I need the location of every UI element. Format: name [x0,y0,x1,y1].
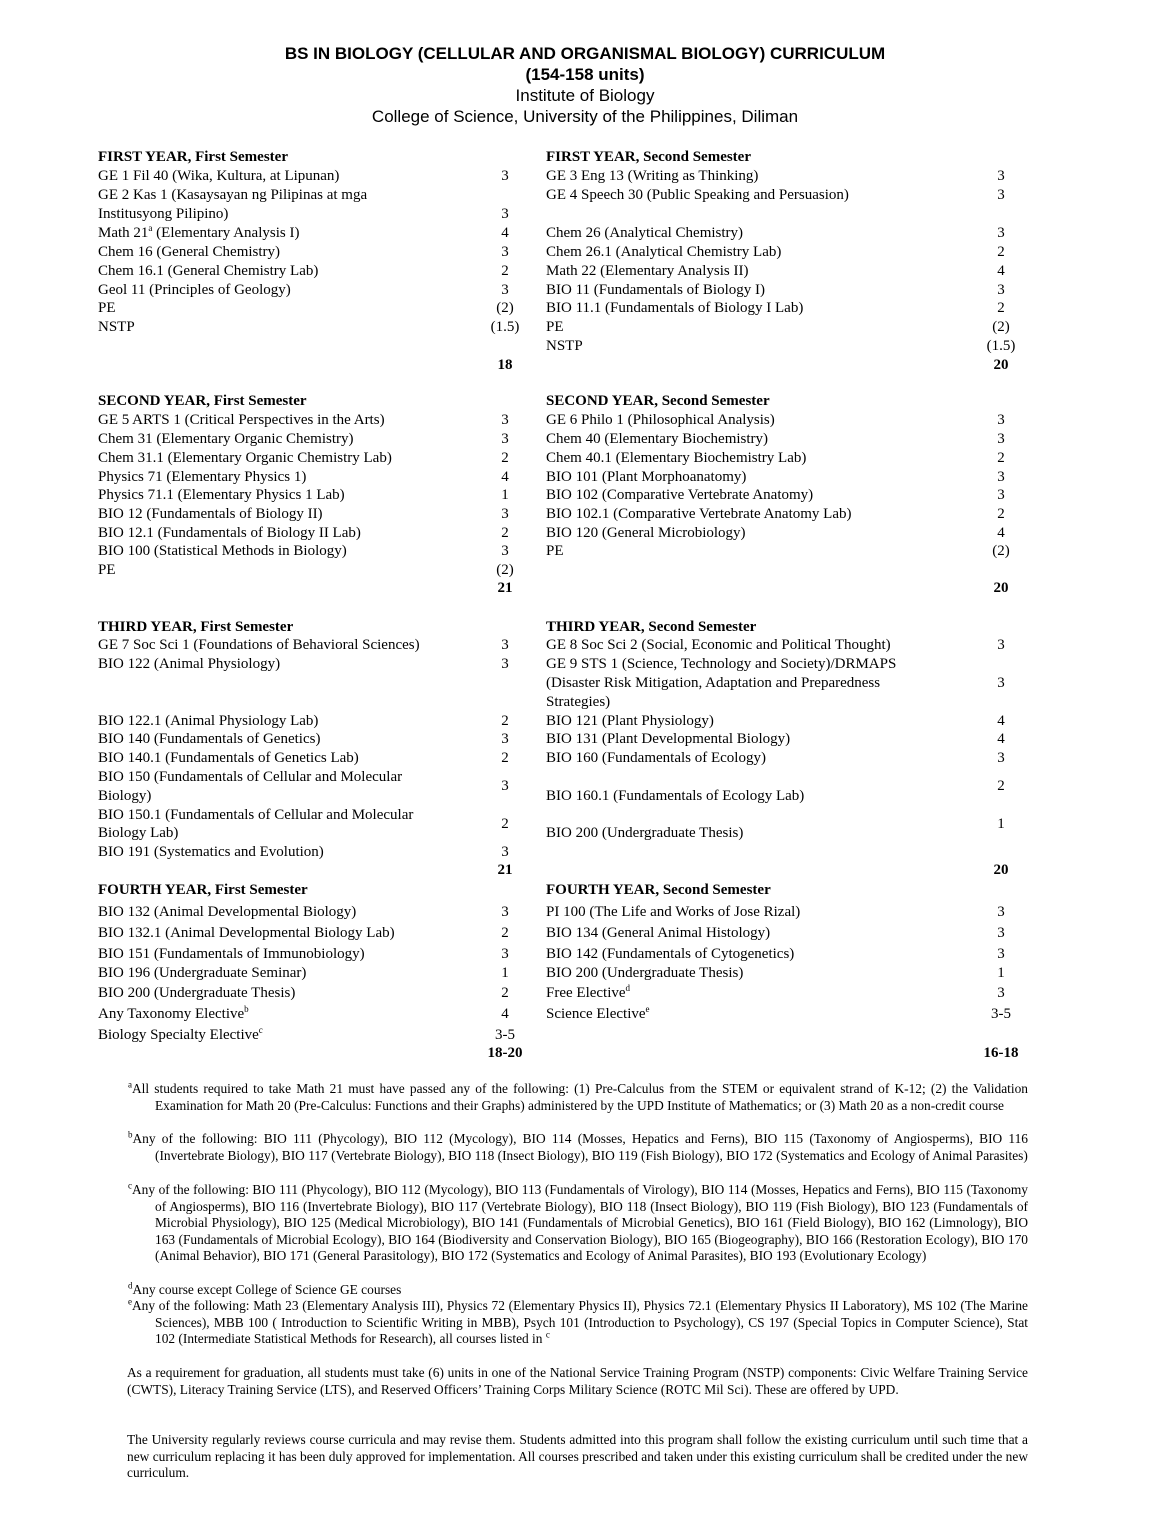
course-row [98,205,228,223]
course-row [98,636,420,654]
course-units: 1 [501,965,509,981]
course-name: GE 4 Speech 30 (Public Speaking and Persuasion) [546,187,849,203]
course-units: 3 [501,656,509,672]
semester-title: FOURTH YEAR, First Semester [98,882,308,898]
course-units: 3 [997,675,1005,691]
course-units: 4 [997,525,1005,541]
course-name: GE 1 Fil 40 (Wika, Kultura, at Lipunan) [98,168,340,184]
course-name: GE 3 Eng 13 (Writing as Thinking) [546,168,759,184]
course-name: GE 9 STS 1 (Science, Technology and Society)/DRMAPS [546,656,897,672]
course-row [98,1005,249,1023]
course-row [98,824,178,842]
semester-total: 18 [497,357,513,373]
course-row [546,903,800,921]
course-units: 3 [997,412,1005,428]
course-name: Chem 31 (Elementary Organic Chemistry) [98,431,354,447]
semester-total: 21 [497,580,513,596]
course-units: 3 [997,637,1005,653]
course-row [546,964,743,982]
semester-total: 20 [993,862,1009,878]
course-row [546,542,564,560]
course-row [98,712,318,730]
course-name: BIO 122.1 (Animal Physiology Lab) [98,713,319,729]
course-name: Institusyong Pilipino) [98,206,229,222]
course-row [546,468,746,486]
course-name: BIO 200 (Undergraduate Thesis) [546,965,744,981]
course-name: Biology) [98,788,152,804]
course-row [98,299,116,317]
course-row [98,468,306,486]
course-row [98,505,323,523]
course-name: GE 8 Soc Sci 2 (Social, Economic and Political Thought) [546,637,891,653]
semester-title: FIRST YEAR, Second Semester [546,149,751,165]
course-units: 3 [501,904,509,920]
curriculum-review-paragraph: The University regularly reviews course curricula and may revise them. Students admitted into this program shall follow the existing curriculum until such time that a new curriculum replacing it has been duly approved for implementation. All courses prescribed and taken under this existing curriculum shall be credited under the new curriculum. [127,1432,1028,1481]
footnote-marker: e [128,1296,132,1307]
course-units: 2 [997,778,1005,794]
course-name: NSTP [546,338,583,354]
course-name: GE 2 Kas 1 (Kasaysayan ng Pilipinas at mga [98,187,368,203]
semester-total: 18-20 [487,1045,523,1061]
course-name: BIO 134 (General Animal Histology) [546,925,771,941]
course-name: BIO 200 (Undergraduate Thesis) [98,985,296,1001]
course-units: 3 [501,506,509,522]
course-units: 3 [501,844,509,860]
course-units: 3-5 [991,1006,1011,1022]
semester-second-year-first [98,392,548,602]
course-name: BIO 196 (Undergraduate Seminar) [98,965,307,981]
course-name: PE [98,300,116,316]
course-row [98,843,324,861]
course-units: 3 [501,778,509,794]
course-units: 3 [501,206,509,222]
semester-first-year-second [546,148,1046,378]
course-name: BIO 121 (Plant Physiology) [546,713,714,729]
course-name: BIO 12.1 (Fundamentals of Biology II Lab) [98,525,361,541]
course-name: PE [98,562,116,578]
course-units: 3 [997,946,1005,962]
course-units: 2 [501,713,509,729]
course-name: BIO 160 (Fundamentals of Ecology) [546,750,766,766]
course-row [546,945,794,963]
course-name: GE 5 ARTS 1 (Critical Perspectives in the Arts) [98,412,385,428]
course-units: 2 [501,263,509,279]
semester-total: 16-18 [983,1045,1019,1061]
course-name: (Elementary Analysis I) [152,225,300,241]
semester-third-year-second [546,618,1046,883]
course-name: PE [546,319,564,335]
course-name: Physics 71.1 (Elementary Physics 1 Lab) [98,487,345,503]
course-name: Chem 16 (General Chemistry) [98,244,281,260]
course-name: BIO 132 (Animal Developmental Biology) [98,904,357,920]
course-name: BIO 191 (Systematics and Evolution) [98,844,324,860]
course-units: (1.5) [490,319,520,335]
course-name: BIO 11 (Fundamentals of Biology I) [546,282,766,298]
semester-fourth-year-second [546,881,1046,1066]
course-row [546,318,564,336]
course-row [98,262,318,280]
course-row [98,984,295,1002]
course-name: BIO 151 (Fundamentals of Immunobiology) [98,946,365,962]
course-row [98,561,116,579]
course-row [98,787,151,805]
footnote-marker: c [545,1329,550,1340]
course-row [546,430,768,448]
course-units: 3 [501,431,509,447]
footnote-text: All students required to take Math 21 must have passed any of the following: (1) Pre-Calculus from the STEM or equivalent strand of K-12; (2) the Validation Examination for Math 20 (Pre-Calculus: Functions and their Graphs) administered by the UPD Institute of Mathematics; or (3) Math 20 as a non-credit course [132,1081,1028,1113]
course-row [546,486,813,504]
course-units: 3 [997,985,1005,1001]
course-name: Chem 26.1 (Analytical Chemistry Lab) [546,244,782,260]
semester-third-year-first [98,618,548,883]
course-row [546,281,765,299]
course-units: 4 [997,263,1005,279]
course-row [98,964,306,982]
semester-total: 21 [497,862,513,878]
course-units: 2 [997,300,1005,316]
course-name: GE 6 Philo 1 (Philosophical Analysis) [546,412,775,428]
course-units: 1 [501,487,509,503]
course-row [98,924,395,942]
course-units: 3 [997,431,1005,447]
course-row [546,262,748,280]
course-row [546,984,630,1002]
footnote-marker: a [128,1079,132,1090]
semester-title: SECOND YEAR, Second Semester [546,393,770,409]
course-units: 2 [997,244,1005,260]
course-row [546,224,743,242]
course-row [546,674,880,692]
course-name: BIO 100 (Statistical Methods in Biology) [98,543,347,559]
course-row [98,945,365,963]
course-name: BIO 12 (Fundamentals of Biology II) [98,506,323,522]
course-name: BIO 101 (Plant Morphoanatomy) [546,469,747,485]
course-row [98,318,135,336]
course-units: 3 [997,925,1005,941]
footnote-marker: d [625,983,631,993]
course-row [98,430,354,448]
course-name: BIO 140 (Fundamentals of Genetics) [98,731,321,747]
course-units: 4 [997,731,1005,747]
course-row [546,730,790,748]
course-row [546,449,806,467]
course-units: 2 [501,925,509,941]
course-row [546,243,781,261]
course-units: 4 [501,225,509,241]
semester-title: FOURTH YEAR, Second Semester [546,882,771,898]
course-name: BIO 160.1 (Fundamentals of Ecology Lab) [546,788,805,804]
course-units: 3 [997,904,1005,920]
course-units: 2 [501,985,509,1001]
course-units: 2 [997,506,1005,522]
course-row [546,1005,650,1023]
course-name: Chem 40.1 (Elementary Biochemistry Lab) [546,450,807,466]
course-name: BIO 132.1 (Animal Developmental Biology Lab) [98,925,395,941]
course-units: 2 [501,450,509,466]
course-name: BIO 122 (Animal Physiology) [98,656,281,672]
course-row [546,186,849,204]
course-row [546,411,775,429]
course-row [98,806,413,824]
course-name: Geol 11 (Principles of Geology) [98,282,291,298]
course-row [546,924,770,942]
course-name: BIO 131 (Plant Developmental Biology) [546,731,791,747]
document-title: BS IN BIOLOGY (CELLULAR AND ORGANISMAL BIOLOGY) CURRICULUM [284,44,886,63]
course-row [546,693,610,711]
course-row [546,787,804,805]
semester-fourth-year-first [98,881,548,1066]
semester-title: SECOND YEAR, First Semester [98,393,307,409]
course-units: 1 [997,965,1005,981]
course-units: 3 [501,543,509,559]
course-row [98,281,291,299]
course-name: BIO 11.1 (Fundamentals of Biology I Lab) [546,300,804,316]
course-units: (2) [992,543,1010,559]
course-units: 2 [501,750,509,766]
course-row [546,655,896,673]
course-name: BIO 140.1 (Fundamentals of Genetics Lab) [98,750,359,766]
institute-name: Institute of Biology [515,86,655,105]
semester-total: 20 [993,580,1009,596]
course-row [98,167,339,185]
course-name: (Disaster Risk Mitigation, Adaptation and Preparedness [546,675,881,691]
course-units: (2) [496,300,514,316]
course-units: 3 [997,187,1005,203]
course-units: 1 [997,816,1005,832]
course-row [98,486,345,504]
course-name: PI 100 (The Life and Works of Jose Rizal) [546,904,801,920]
course-row [546,167,758,185]
course-units: 4 [501,1006,509,1022]
course-units: 3 [501,946,509,962]
semester-first-year-first [98,148,548,378]
course-name: BIO 142 (Fundamentals of Cytogenetics) [546,946,795,962]
course-units: 3 [997,469,1005,485]
course-name: Chem 26 (Analytical Chemistry) [546,225,744,241]
course-name: NSTP [98,319,135,335]
course-row [98,749,359,767]
course-name: PE [546,543,564,559]
footnote-marker: b [244,1004,249,1014]
course-units: 2 [501,525,509,541]
course-row [546,299,803,317]
course-name: BIO 102 (Comparative Vertebrate Anatomy) [546,487,814,503]
course-units: 3 [501,168,509,184]
course-row [98,186,367,204]
course-row [98,449,392,467]
course-name: Math 21 [98,225,149,241]
course-name: BIO 102.1 (Comparative Vertebrate Anatomy Lab) [546,506,852,522]
course-row [98,768,402,786]
semester-title: THIRD YEAR, Second Semester [546,619,757,635]
footnote-text: Any of the following: Math 23 (Elementary Analysis III), Physics 72 (Elementary Physics II), Physics 72.1 (Elementary Physics II Laboratory), MS 102 (The Marine Sciences), MBB 100 ( Introduction to Scientific Writing in MBB), Psych 101 (Introduction to Psychology), CS 197 (Special Topics in Computer Science), Stat 102 (Intermediate Statistical Methods for Research), all courses listed in [132,1298,1028,1347]
footnote-text: Any course except College of Science GE courses [132,1282,402,1297]
course-units: 4 [997,713,1005,729]
course-units: 3 [997,225,1005,241]
course-row [546,824,743,842]
footnote-a [128,1081,1028,1114]
footnote-marker: a [148,223,153,233]
course-name: BIO 200 (Undergraduate Thesis) [546,825,744,841]
course-name: BIO 150.1 (Fundamentals of Cellular and Molecular [98,807,414,823]
course-name: BIO 120 (General Microbiology) [546,525,746,541]
course-name: BIO 150 (Fundamentals of Cellular and Molecular [98,769,403,785]
course-row [98,542,347,560]
course-units: 2 [997,450,1005,466]
footnote-text: Any of the following: BIO 111 (Phycology), BIO 112 (Mycology), BIO 113 (Fundamentals of Virology), BIO 114 (Mosses, Hepatics and Ferns), BIO 115 (Taxonomy of Angiosperms), BIO 116 (Invertebrate Biology), BIO 117 (Vertebrate Biology), BIO 118 (Insect Biology), BIO 119 (Fish Biology), BIO 123 (Fundamentals of Microbial Physiology), BIO 125 (Medical Microbiology), BIO 141 (Fundamentals of Microbial Genetics), BIO 161 (Field Biology), BIO 162 (Limnology), BIO 163 (Fundamentals of Microbial Ecology), BIO 164 (Biodiversity and Conservation Biology), BIO 165 (Biogeography), BIO 166 (Restoration Ecology), BIO 170 (Animal Behavior), BIO 171 (General Parasitology), BIO 172 (Systematics and Ecology of Animal Parasites), BIO 193 (Evolutionary Ecology) [132,1182,1028,1264]
footnote-marker: e [645,1004,650,1014]
footnote-marker: c [258,1025,263,1035]
course-name: Chem 16.1 (General Chemistry Lab) [98,263,319,279]
footnote-text: Any of the following: BIO 111 (Phycology), BIO 112 (Mycology), BIO 114 (Mosses, Hepatics and Ferns), BIO 115 (Taxonomy of Angiosperms), BIO 116 (Invertebrate Biology), BIO 117 (Vertebrate Biology), BIO 118 (Insect Biology), BIO 119 (Fish Biology), BIO 172 (Systematics and Ecology of Animal Parasites) [132,1131,1028,1163]
course-row [98,1026,263,1044]
course-row [98,224,299,242]
course-row [546,636,891,654]
course-name: Chem 40 (Elementary Biochemistry) [546,431,769,447]
course-units: 3-5 [495,1027,515,1043]
course-name: Chem 31.1 (Elementary Organic Chemistry Lab) [98,450,392,466]
course-row [546,749,766,767]
course-name: GE 7 Soc Sci 1 (Foundations of Behavioral Sciences) [98,637,420,653]
course-row [98,730,320,748]
course-name: Biology Specialty Elective [98,1027,259,1043]
total-units: (154-158 units) [525,65,645,84]
course-row [98,655,280,673]
course-units: (2) [992,319,1010,335]
semester-title: FIRST YEAR, First Semester [98,149,288,165]
course-name: Biology Lab) [98,825,179,841]
course-row [98,903,356,921]
course-units: 4 [501,469,509,485]
course-name: Free Elective [546,985,626,1001]
course-units: 3 [501,282,509,298]
course-row [546,337,583,355]
course-row [98,411,385,429]
course-name: Math 22 (Elementary Analysis II) [546,263,749,279]
course-units: (2) [496,562,514,578]
nstp-paragraph: As a requirement for graduation, all students must take (6) units in one of the National Service Training Program (NSTP) components: Civic Welfare Training Service (CWTS), Literacy Training Service (LTS), and Reserved Officers’ Training Corps Military Science (ROTC Mil Sci). These are offered by UPD. [127,1365,1028,1397]
footnote-b [128,1131,1028,1164]
course-units: (1.5) [986,338,1016,354]
footnote-d [128,1282,1028,1299]
course-row [98,243,280,261]
course-units: 3 [997,168,1005,184]
course-name: Strategies) [546,694,611,710]
course-row [546,505,851,523]
footnote-c [128,1182,1028,1265]
course-units: 3 [501,244,509,260]
course-units: 2 [501,816,509,832]
footnote-marker: d [128,1280,133,1291]
course-row [546,712,714,730]
footnote-marker: c [128,1180,132,1191]
course-units: 3 [501,412,509,428]
semester-second-year-second [546,392,1046,602]
course-name: Science Elective [546,1006,646,1022]
footnote-marker: b [128,1129,133,1140]
footnote-e [128,1298,1028,1348]
course-units: 3 [997,282,1005,298]
college-name: College of Science, University of the Philippines, Diliman [371,107,799,126]
semester-title: THIRD YEAR, First Semester [98,619,294,635]
course-units: 3 [501,731,509,747]
course-units: 3 [997,487,1005,503]
course-row [98,524,361,542]
course-row [546,524,746,542]
course-units: 3 [501,637,509,653]
course-name: Physics 71 (Elementary Physics 1) [98,469,307,485]
course-name: Any Taxonomy Elective [98,1006,245,1022]
semester-total: 20 [993,357,1009,373]
course-units: 3 [997,750,1005,766]
